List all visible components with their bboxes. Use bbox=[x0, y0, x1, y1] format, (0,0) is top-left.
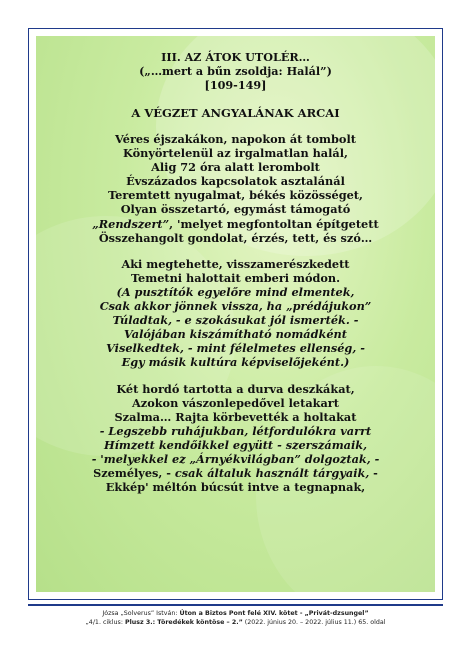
footer-cycle: „4/1. ciklus: bbox=[85, 619, 125, 626]
stanza-2 bbox=[36, 257, 435, 370]
poem-title: A VÉGZET ANGYALÁNAK ARCAI bbox=[131, 106, 340, 120]
poem-line: (A pusztítók egyelőre mind elmentek, bbox=[116, 284, 355, 299]
stanza-1 bbox=[36, 132, 435, 245]
poem-text: Személyes, - bbox=[93, 466, 175, 481]
footer-line-1 bbox=[20, 609, 451, 618]
footer-date-page: (2022. június 20. – 2022. július 11.) 65. oldal bbox=[242, 619, 386, 626]
footer-author: Józsa „Solverus” István: bbox=[102, 610, 180, 617]
stanza-3 bbox=[36, 382, 435, 495]
poem-content bbox=[36, 36, 435, 592]
poem-line: Olyan összetartó, egymást támogató bbox=[120, 202, 351, 217]
poem-line: - Legszebb ruhájukban, létfordulókra varrt bbox=[99, 423, 372, 438]
poem-line: Évszázados kapcsolatok asztalánál bbox=[126, 174, 345, 189]
poem-line: Csak akkor jönnek vissza, ha „prédájukon” bbox=[99, 299, 372, 314]
chapter-heading bbox=[36, 36, 435, 92]
chapter-title: III. AZ ÁTOK UTOLÉR… bbox=[161, 50, 310, 64]
poem-line: Két hordó tartotta a durva deszkákat, bbox=[116, 381, 355, 396]
poem-line: Alig 72 óra alatt lerombolt bbox=[151, 160, 320, 175]
page-footer bbox=[20, 609, 451, 627]
poem-line: Teremtett nyugalmat, békés közösséget, bbox=[108, 188, 363, 203]
poem-line: Azokon vászonlepedővel letakart bbox=[132, 395, 339, 410]
poem-line: - 'melyekkel ez „Árnyékvilágban” dolgoztak, - bbox=[91, 451, 380, 466]
poem-line: Véres éjszakákon, napokon át tombolt bbox=[115, 132, 356, 146]
poem-text: , 'melyet megfontoltan építgetett bbox=[169, 216, 379, 231]
poem-page bbox=[36, 36, 435, 592]
poem-line: Könyörtelenül az irgalmatlan halál, bbox=[123, 146, 348, 161]
footer-line-2 bbox=[20, 618, 451, 627]
footer-divider bbox=[28, 604, 443, 606]
poem-line: Túladtak, - e szokásukat jól ismerték. - bbox=[112, 313, 359, 328]
poem-emphasis: „Rendszert” bbox=[92, 216, 170, 231]
chapter-range: [109-149] bbox=[204, 78, 267, 92]
poem-line: Hímzett kendőikkel együtt - szerszámaik, bbox=[103, 437, 368, 452]
poem-line: Szalma… Rajta körbevették a holtakat bbox=[114, 409, 357, 424]
poem-line: Összehangolt gondolat, érzés, tett, és szó… bbox=[98, 230, 373, 245]
poem-line bbox=[36, 217, 435, 231]
footer-book-title: Úton a Biztos Pont felé XIV. kötet - „Privát-dzsungel” bbox=[179, 610, 369, 617]
poem-line: Aki megtehette, visszamerészkedett bbox=[121, 256, 350, 271]
poem-line: Ekkép' méltón búcsút intve a tegnapnak, bbox=[105, 480, 366, 495]
poem-line: Viselkedtek, - mint félelmetes ellenség, - bbox=[106, 341, 365, 356]
poem-line bbox=[36, 466, 435, 480]
poem-line: Valójában kiszámítható nomádként bbox=[124, 327, 347, 342]
chapter-subtitle: („…mert a bűn zsoldja: Halál”) bbox=[139, 64, 332, 78]
poem-emphasis: csak általuk használt tárgyaik, bbox=[174, 466, 370, 481]
footer-section: Plusz 3.: Töredékek köntöse – 2.” bbox=[124, 619, 243, 626]
poem-line: Egy másik kultúra képviselőjeként.) bbox=[121, 355, 350, 370]
poem-line: Temetni halottait emberi módon. bbox=[130, 270, 341, 285]
poem-text: - bbox=[369, 466, 378, 481]
